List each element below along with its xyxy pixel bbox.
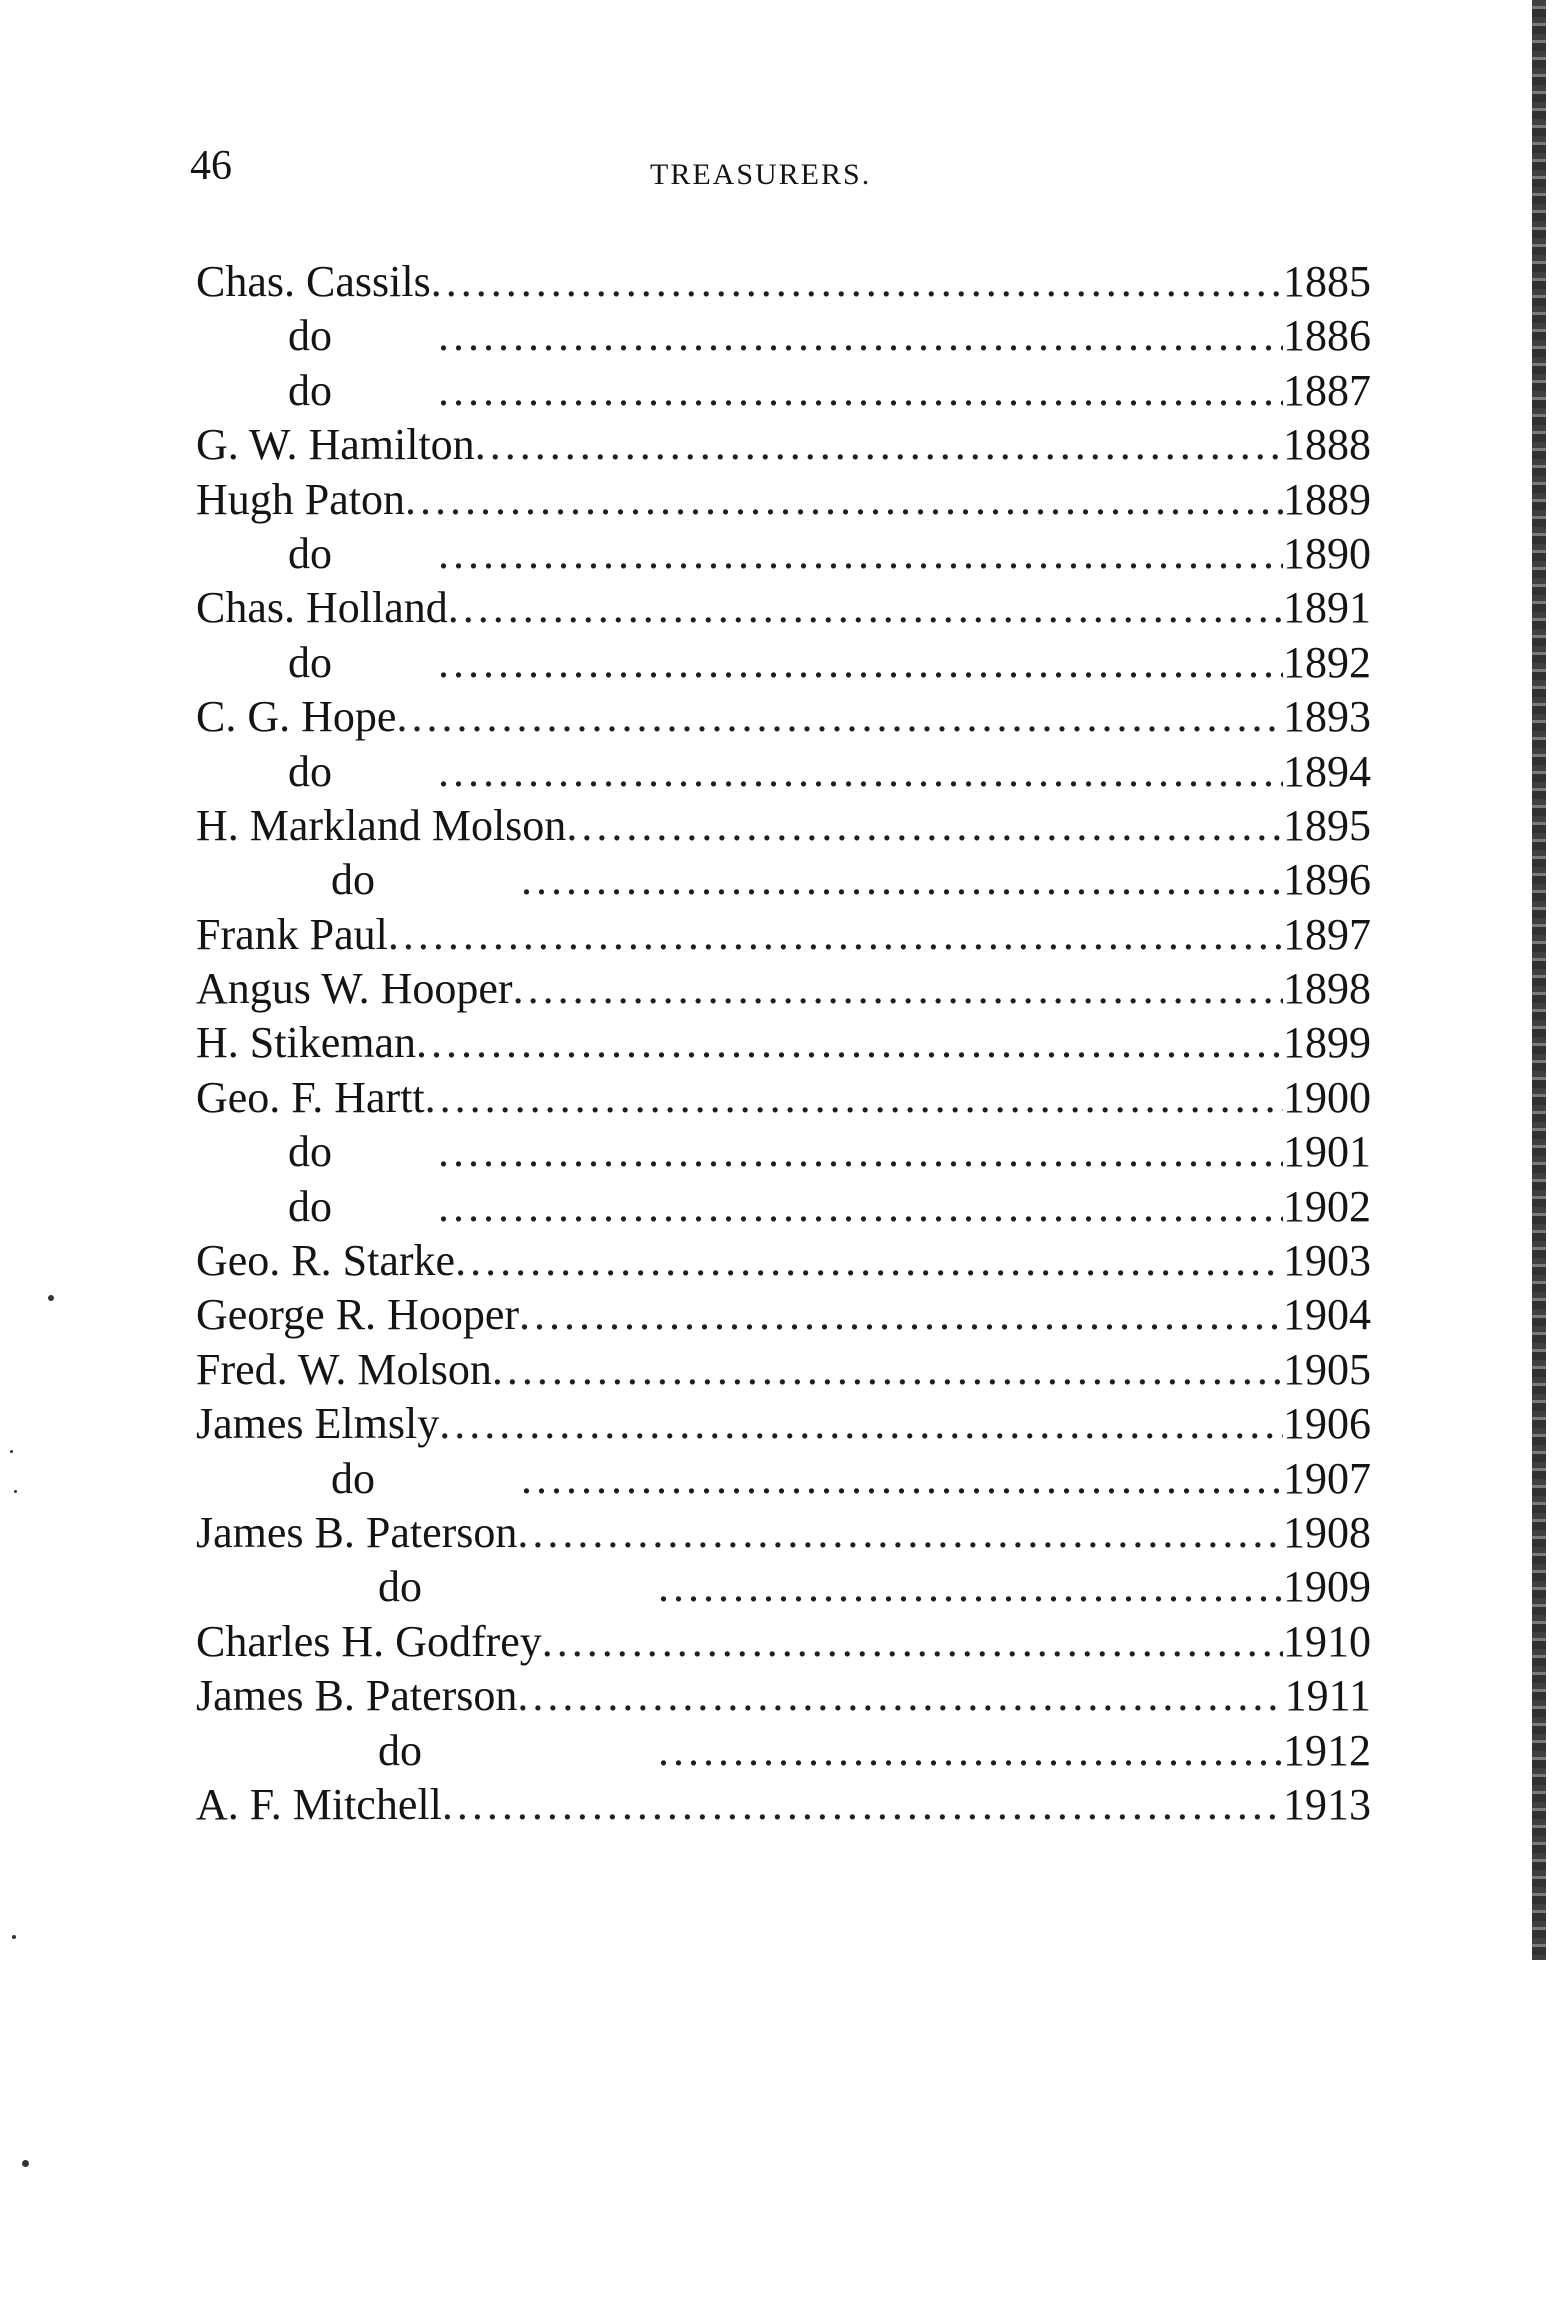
treasurer-row	[196, 962, 1371, 1016]
dot-leader	[442, 1778, 1283, 1832]
dot-leader	[517, 1506, 1283, 1560]
treasurer-name: Chas. Cassils	[196, 257, 431, 306]
treasurer-row	[196, 636, 1371, 690]
treasurer-year: 1908	[1283, 1507, 1371, 1557]
treasurer-row	[196, 364, 1371, 418]
dot-leader	[438, 1125, 1283, 1179]
treasurer-name: Chas. Holland	[196, 583, 448, 633]
dot-leader	[492, 1343, 1283, 1397]
treasurer-year: 1887	[1283, 365, 1371, 415]
treasurer-row	[196, 309, 1371, 363]
treasurer-year: 1893	[1283, 692, 1371, 742]
treasurer-year: 1897	[1283, 909, 1371, 959]
ditto-mark: do	[378, 1725, 422, 1775]
treasurer-row	[196, 853, 1371, 907]
treasurer-name: Fred. W. Molson	[196, 1344, 492, 1394]
dot-leader	[438, 745, 1283, 799]
treasurer-name: H. Stikeman	[196, 1018, 416, 1068]
treasurer-name: Hugh Paton	[196, 474, 405, 524]
dot-leader	[405, 473, 1283, 527]
dot-leader	[425, 1071, 1283, 1125]
treasurer-row	[196, 1560, 1371, 1614]
treasurer-year: 1885	[1283, 257, 1371, 306]
treasurer-year: 1899	[1283, 1018, 1371, 1068]
treasurer-name: Geo. R. Starke	[196, 1236, 456, 1286]
treasurer-row	[196, 527, 1371, 581]
treasurer-year: 1904	[1283, 1290, 1371, 1340]
dot-leader	[396, 690, 1283, 744]
treasurer-row	[196, 581, 1371, 635]
treasurer-year: 1912	[1283, 1725, 1371, 1775]
treasurer-year: 1911	[1284, 1671, 1371, 1721]
treasurer-year: 1909	[1283, 1562, 1371, 1612]
treasurer-row	[196, 1343, 1371, 1397]
treasurer-year: 1907	[1283, 1453, 1371, 1503]
dot-leader	[448, 581, 1283, 635]
dot-leader	[517, 1669, 1284, 1723]
book-spine-edge	[1532, 0, 1546, 1960]
treasurer-row	[196, 1180, 1371, 1234]
treasurer-name: Geo. F. Hartt	[196, 1072, 425, 1122]
ditto-mark: do	[288, 1181, 332, 1231]
ditto-mark: do	[288, 311, 332, 361]
treasurer-row	[196, 418, 1371, 472]
treasurer-year: 1892	[1283, 637, 1371, 687]
ditto-mark: do	[288, 637, 332, 687]
treasurer-name: H. Markland Molson	[196, 800, 567, 850]
dot-leader	[521, 853, 1283, 907]
treasurer-row	[196, 1071, 1371, 1125]
treasurer-name: A. F. Mitchell	[196, 1779, 442, 1829]
treasurer-row	[196, 745, 1371, 799]
treasurer-row	[196, 799, 1371, 853]
dot-leader	[658, 1724, 1283, 1778]
treasurer-row	[196, 1016, 1371, 1070]
treasurer-row	[196, 1397, 1371, 1451]
treasurer-year: 1889	[1283, 474, 1371, 524]
treasurer-row	[196, 1778, 1371, 1832]
ditto-mark: do	[288, 746, 332, 796]
treasurer-row	[196, 1669, 1371, 1723]
treasurer-year: 1905	[1283, 1344, 1371, 1394]
ditto-mark: do	[331, 1453, 375, 1503]
ditto-mark: do	[288, 365, 332, 415]
treasurer-year: 1888	[1283, 420, 1371, 470]
ditto-mark: do	[288, 1127, 332, 1177]
dot-leader	[519, 1288, 1283, 1342]
treasurer-row	[196, 1724, 1371, 1778]
page-number: 46	[190, 143, 232, 189]
treasurer-year: 1900	[1283, 1072, 1371, 1122]
dot-leader	[438, 527, 1283, 581]
treasurer-year: 1895	[1283, 800, 1371, 850]
dot-leader	[431, 255, 1283, 309]
scan-speck	[10, 1450, 13, 1453]
treasurer-name: G. W. Hamilton	[196, 420, 475, 470]
ditto-mark: do	[331, 855, 375, 905]
treasurer-year: 1890	[1283, 528, 1371, 578]
dot-leader	[566, 799, 1283, 853]
treasurer-year: 1906	[1283, 1399, 1371, 1449]
treasurer-year: 1896	[1283, 855, 1371, 905]
dot-leader	[438, 309, 1283, 363]
scan-speck	[48, 1295, 54, 1301]
dot-leader	[438, 1180, 1283, 1234]
treasurer-row	[196, 1615, 1371, 1669]
treasurer-row	[196, 1506, 1371, 1560]
treasurer-row	[196, 473, 1371, 527]
dot-leader	[416, 1016, 1283, 1070]
treasurer-name: Angus W. Hooper	[196, 964, 513, 1014]
treasurer-year: 1886	[1283, 311, 1371, 361]
dot-leader	[658, 1560, 1283, 1614]
dot-leader	[513, 962, 1283, 1016]
treasurer-year: 1894	[1283, 746, 1371, 796]
treasurer-name: James B. Paterson	[196, 1507, 518, 1557]
treasurer-year: 1901	[1283, 1127, 1371, 1177]
treasurer-name: C. G. Hope	[196, 692, 397, 742]
treasurer-row	[196, 1452, 1371, 1506]
scan-speck	[12, 1935, 16, 1939]
treasurer-row	[196, 255, 1371, 309]
scan-speck	[14, 1490, 17, 1493]
treasurer-name: James B. Paterson	[196, 1671, 518, 1721]
dot-leader	[542, 1615, 1283, 1669]
dot-leader	[439, 1397, 1283, 1451]
treasurer-name: Charles H. Godfrey	[196, 1616, 542, 1666]
dot-leader	[521, 1452, 1283, 1506]
treasurer-year: 1913	[1283, 1779, 1371, 1829]
running-head: TREASURERS.	[650, 158, 872, 191]
dot-leader	[388, 908, 1283, 962]
treasurer-year: 1902	[1283, 1181, 1371, 1231]
treasurer-name: George R. Hooper	[196, 1290, 519, 1340]
treasurer-row	[196, 1125, 1371, 1179]
ditto-mark: do	[288, 528, 332, 578]
treasurer-name: Frank Paul	[196, 909, 388, 959]
ditto-mark: do	[378, 1562, 422, 1612]
dot-leader	[475, 418, 1283, 472]
treasurer-year: 1891	[1283, 583, 1371, 633]
treasurer-row	[196, 908, 1371, 962]
treasurer-name: James Elmsly	[196, 1399, 440, 1449]
dot-leader	[455, 1234, 1283, 1288]
treasurer-row	[196, 1288, 1371, 1342]
treasurer-row	[196, 1234, 1371, 1288]
treasurer-year: 1903	[1283, 1236, 1371, 1286]
scan-speck	[22, 2160, 29, 2167]
treasurer-row	[196, 690, 1371, 744]
dot-leader	[438, 636, 1283, 690]
treasurer-year: 1898	[1283, 964, 1371, 1014]
treasurer-year: 1910	[1283, 1616, 1371, 1666]
dot-leader	[438, 364, 1283, 418]
treasurer-list	[196, 255, 1371, 1832]
